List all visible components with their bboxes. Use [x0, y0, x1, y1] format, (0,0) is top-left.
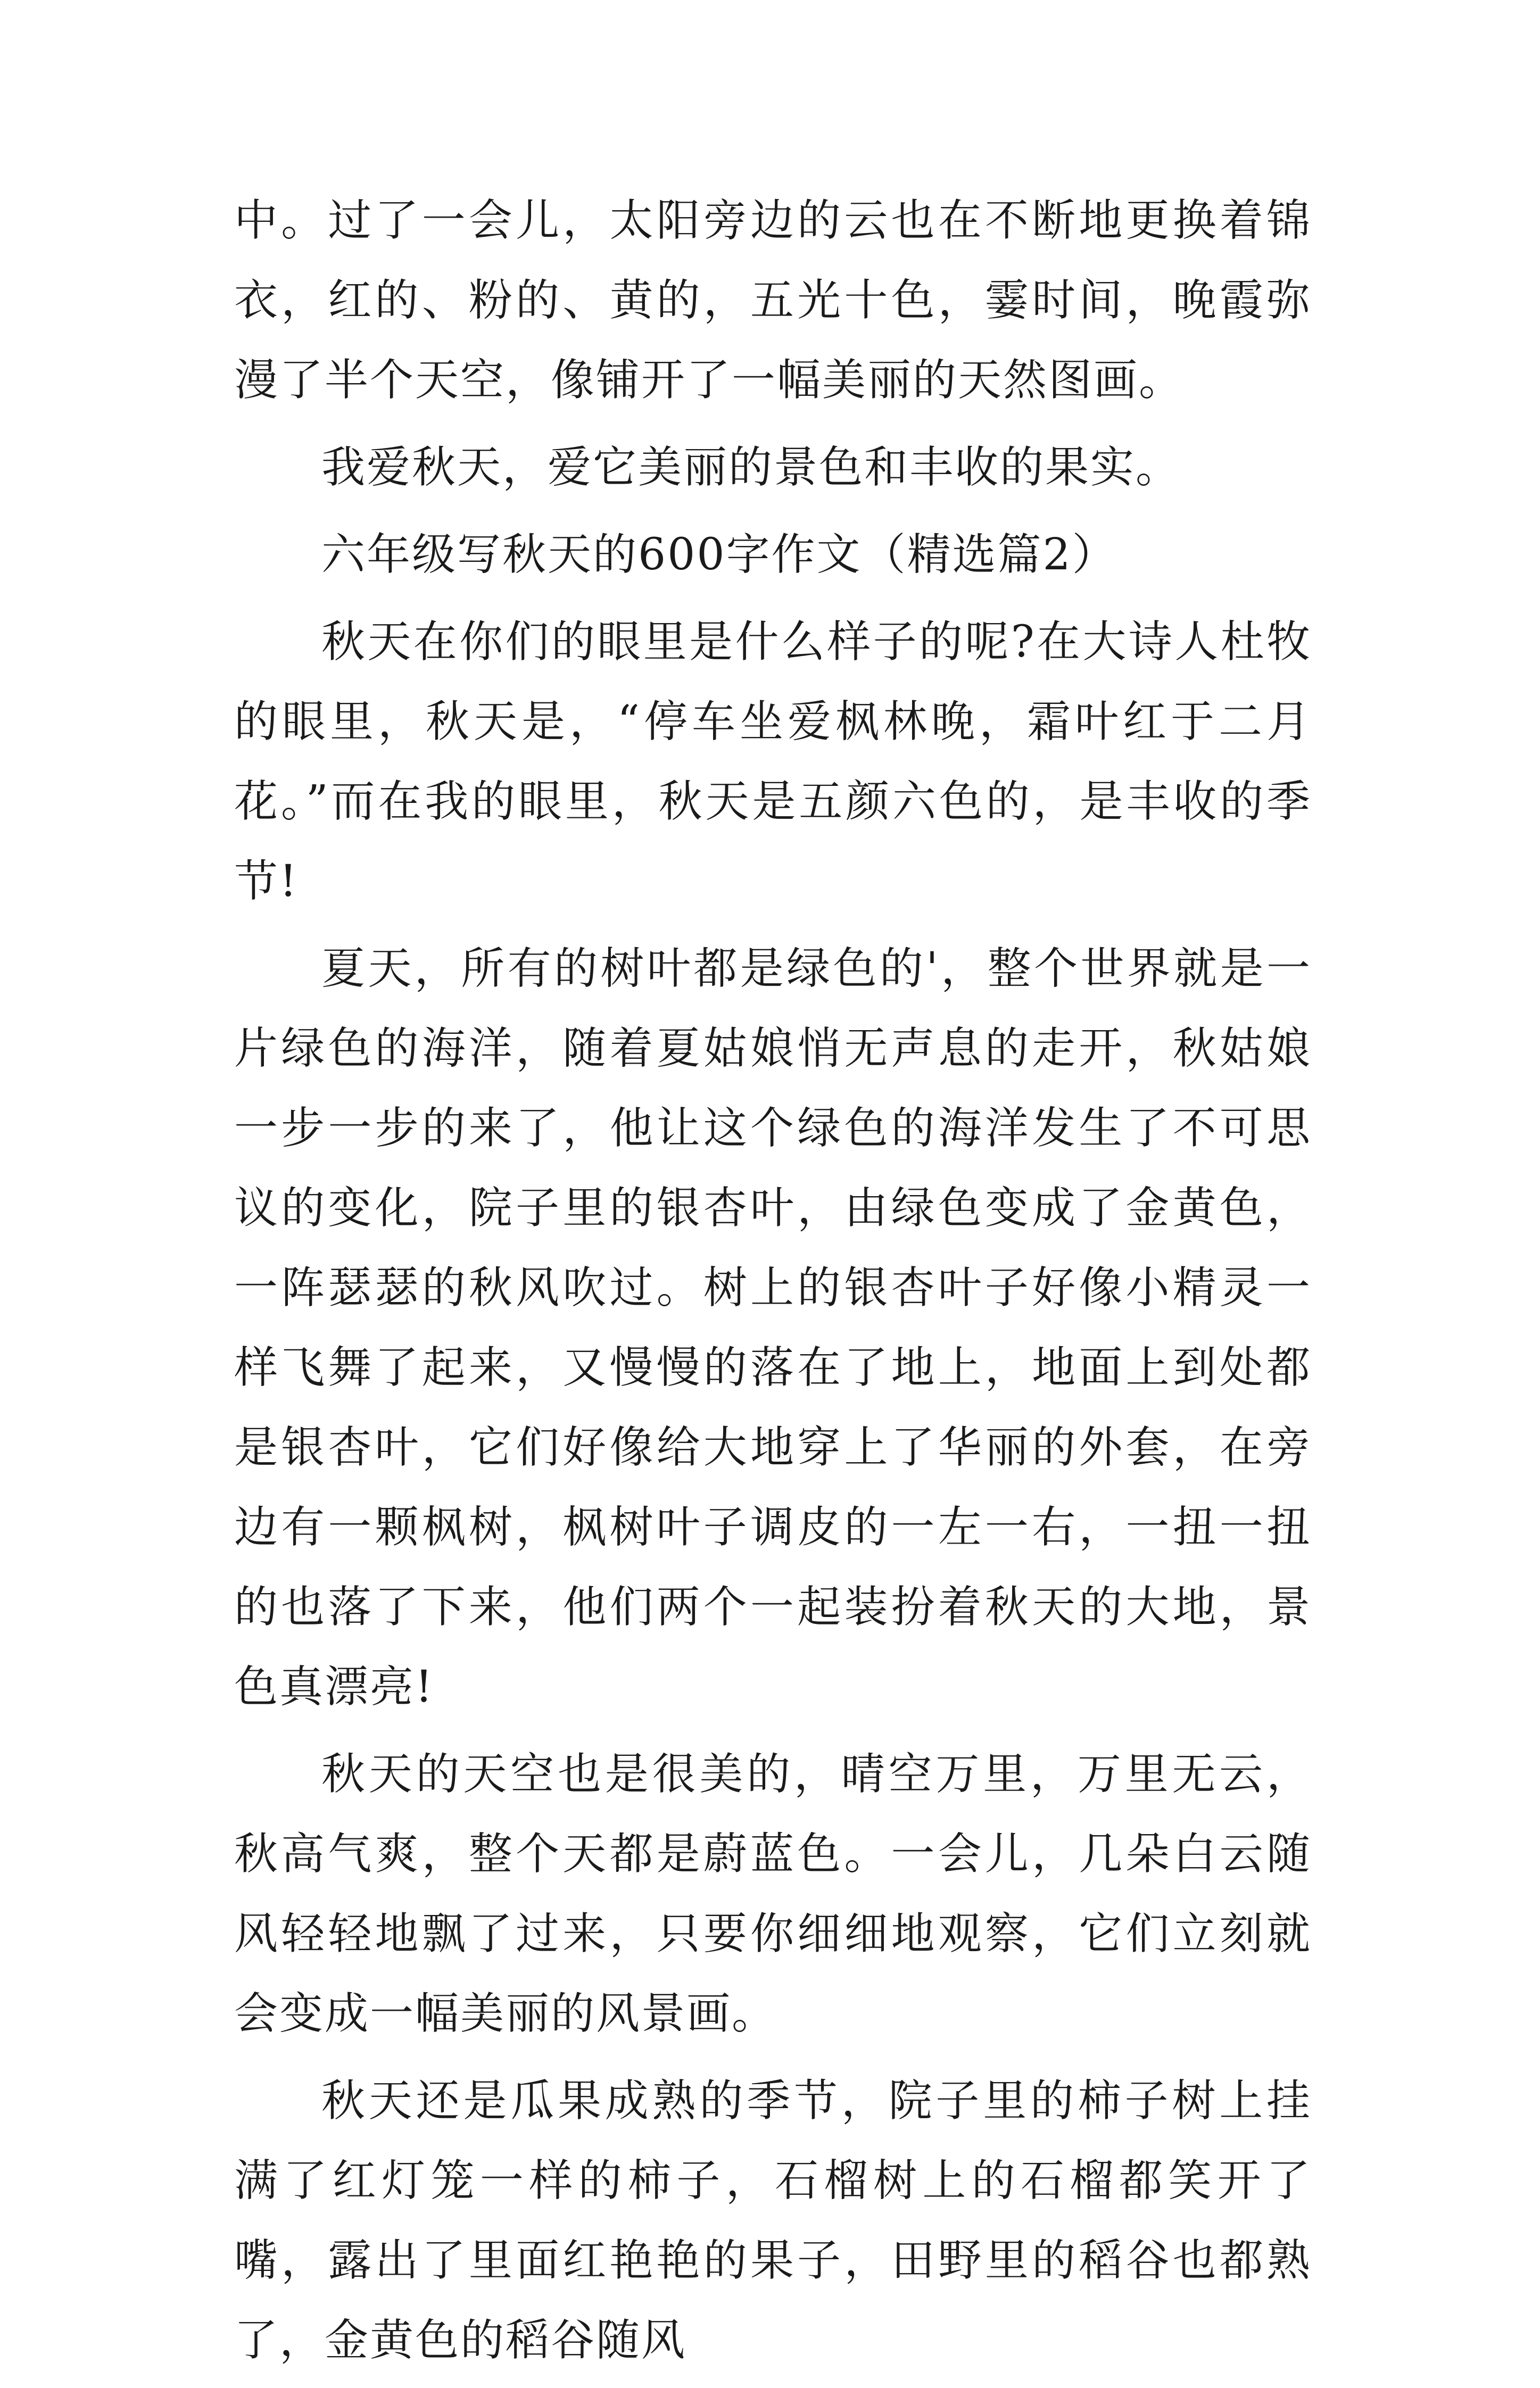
paragraph-3: 秋天在你们的眼里是什么样子的呢?在大诗人杜牧的眼里，秋天是，“停车坐爱枫林晚，霜叶红于二月花。”而在我的眼里，秋天是五颜六色的，是丰收的季节! — [234, 617, 1312, 907]
paragraph-2: 我爱秋天，爱它美丽的景色和丰收的果实。 — [321, 442, 1181, 493]
section-heading: 六年级写秋天的600字作文（精选篇2） — [321, 529, 1117, 580]
paragraph-5: 秋天的天空也是很美的，晴空万里，万里无云，秋高气爽，整个天都是蔚蓝色。一会儿，几朵白云随风轻轻地飘了过来，只要你细细地观察，它们立刻就会变成一幅美丽的风景画。 — [234, 1749, 1312, 2039]
paragraph-4: 夏天，所有的树叶都是绿色的'，整个世界就是一片绿色的海洋，随着夏姑娘悄无声息的走开，秋姑娘一步一步的来了，他让这个绿色的海洋发生了不可思议的变化，院子里的银杏叶，由绿色变成了金黄色，一阵瑟瑟的秋风吹过。树上的银杏叶子好像小精灵一样飞舞了起来，又慢慢的落在了地上，地面上到处都是银杏叶，它们好像给大地穿上了华丽的外套，在旁边有一颗枫树，枫树叶子调皮的一左一右，一扭一扭的也落了下来，他们两个一起装扮着秋天的大地，景色真漂亮! — [234, 943, 1312, 1712]
paragraph-6: 秋天还是瓜果成熟的季节，院子里的柿子树上挂满了红灯笼一样的柿子，石榴树上的石榴都笑开了嘴，露出了里面红艳艳的果子，田野里的稻谷也都熟了，金黄色的稻谷随风 — [234, 2076, 1312, 2366]
document-body — [234, 181, 1312, 2388]
paragraph-1: 中。过了一会儿，太阳旁边的云也在不断地更换着锦衣，红的、粉的、黄的，五光十色，霎时间，晚霞弥漫了半个天空，像铺开了一幅美丽的天然图画。 — [234, 195, 1312, 405]
